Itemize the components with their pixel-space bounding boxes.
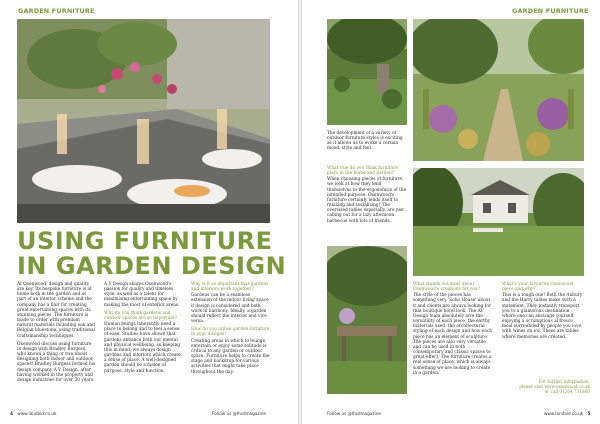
body-column-3 [191, 282, 270, 378]
footer-site: www.landaid.co.uk [17, 411, 57, 416]
page-number: 4 [10, 411, 13, 416]
credit-line: please visit www.oxenwood.co.uk [519, 384, 590, 390]
headline-line-2: IN GARDEN DESIGN [17, 252, 287, 280]
footer-follow: Follow us @lhsdmagazine [327, 411, 381, 416]
question-heading: Why do you think gardens and outdoor spaces are so important? [104, 310, 178, 321]
body-column-1 [17, 282, 96, 386]
paragraph: Oxenwood discuss using furniture in design with Bradley Burgess, who knows a thing or two about designing both indoor and outdoor spaces! Bradley Burgess formed his design company A V Design, after having worked in the property and design industries for over 30 years. [17, 341, 96, 383]
caption-intro: The development of a variety of outdoor furniture styles is exciting as it allows us to evoke a certain mood, style and feel. [327, 131, 403, 152]
qa-block-1 [327, 166, 407, 227]
question-heading: What's your favourite Oxenwood piece and why? [502, 282, 574, 293]
question-heading: How do you utilise garden furniture in your designs? [191, 327, 270, 338]
question-heading: What role do you think furniture plays in the home and garden? [327, 166, 398, 177]
section-label: GARDEN FURNITURE [512, 7, 589, 15]
paragraph: Gardens can be a seamless extension of the indoor living space if design is considered and both work in harmony. Ideally, a garden should reflect the interior and vice versa. [191, 293, 269, 325]
paragraph: This is a tough one! Both the Anbury and the Harry tables make such a statement. They instantly transport you to a glamorous destination where one can envisage yourself enjoying a scrumptious al fresco meal surrounded by people you love, with wines on ice. These are tables where memories are created. [502, 293, 583, 340]
headline-line-1: USING FURNITURE [17, 227, 273, 255]
body-column-2 [104, 282, 183, 377]
right-page [300, 0, 600, 424]
section-label: GARDEN FURNITURE [18, 7, 95, 15]
paragraph: The style of the pieces has something very 'Soho House' about it and clients are always looking for that boutique hotel look. The AV Design team absolutely love the versatility of each piece, the earthy materials used, the architectural styling of each design and how each piece has an element of sculpture. The pieces are also very versatile and can be used in both contemporary and classic spaces to great effect. The furniture creates a real sense of place, which is always something we are looking to create in a garden. [413, 293, 493, 376]
credit-line: or call 01264 731800 [544, 389, 590, 395]
page-number: 5 [587, 411, 591, 416]
qa-block-3 [502, 282, 584, 343]
paragraph: Creating areas in which to lounge, entertain or enjoy some solitude is critical to any garden or outdoor space. Furniture helps to create the stage and backdrop for various activities that might take place throughout the day. [191, 338, 270, 375]
garden-photo-tall [327, 19, 407, 125]
footer-site: www.landaid.co.uk [544, 411, 584, 416]
paragraph: Human beings inherently need a place to belong and to feel a sense of ease. Studies have shown that gardens enhance both our mental and physical wellbeing, so keeping this in mind, we always design gardens and interiors which create a sense of place. A well-designed garden should be a fusion of purpose, style and function. [104, 322, 181, 374]
footer-left [10, 411, 56, 416]
question-heading: Why is it so important that gardens and interiors work together? [191, 282, 269, 293]
question-heading: What stands out most about Oxenwood's creations for you? [413, 282, 480, 293]
credit-line: For further information, [538, 379, 590, 384]
paragraph: A V Design shares Oxenwood's passion for quality and timeless style, as well as a talent for maximising entertaining space by making the most of exterior areas. [104, 282, 180, 308]
contact-credit [519, 379, 590, 395]
dining-garden-photo [327, 246, 407, 394]
house-lawn-photo [413, 168, 584, 276]
paragraph: At Oxenwood, design and quality are key. Its bespoke furniture is at home both in the garden and as part of an interior scheme and the company has a flair for creating great entertaining spaces with its stunning pieces. The furniture is made to order with premium natural materials including oak and Belgian bluestone, using traditional craftsmanship techniques. [17, 282, 95, 339]
footer-right [544, 411, 590, 416]
paragraph: When choosing pieces of furniture, we look at how they lend themselves to the ergonomics of the intended purpose. Oxenwood's furniture certainly lends itself to relaxing and socialising! The oversized tables especially, are just calling out for a lazy afternoon barbecue with lots of friends. [327, 177, 407, 224]
dining-table-photo [17, 19, 270, 223]
footer-follow: Follow us @lhsdmagazine [212, 411, 266, 416]
qa-block-2 [413, 282, 493, 379]
garden-path-photo [413, 19, 584, 161]
page-spine [298, 0, 302, 424]
